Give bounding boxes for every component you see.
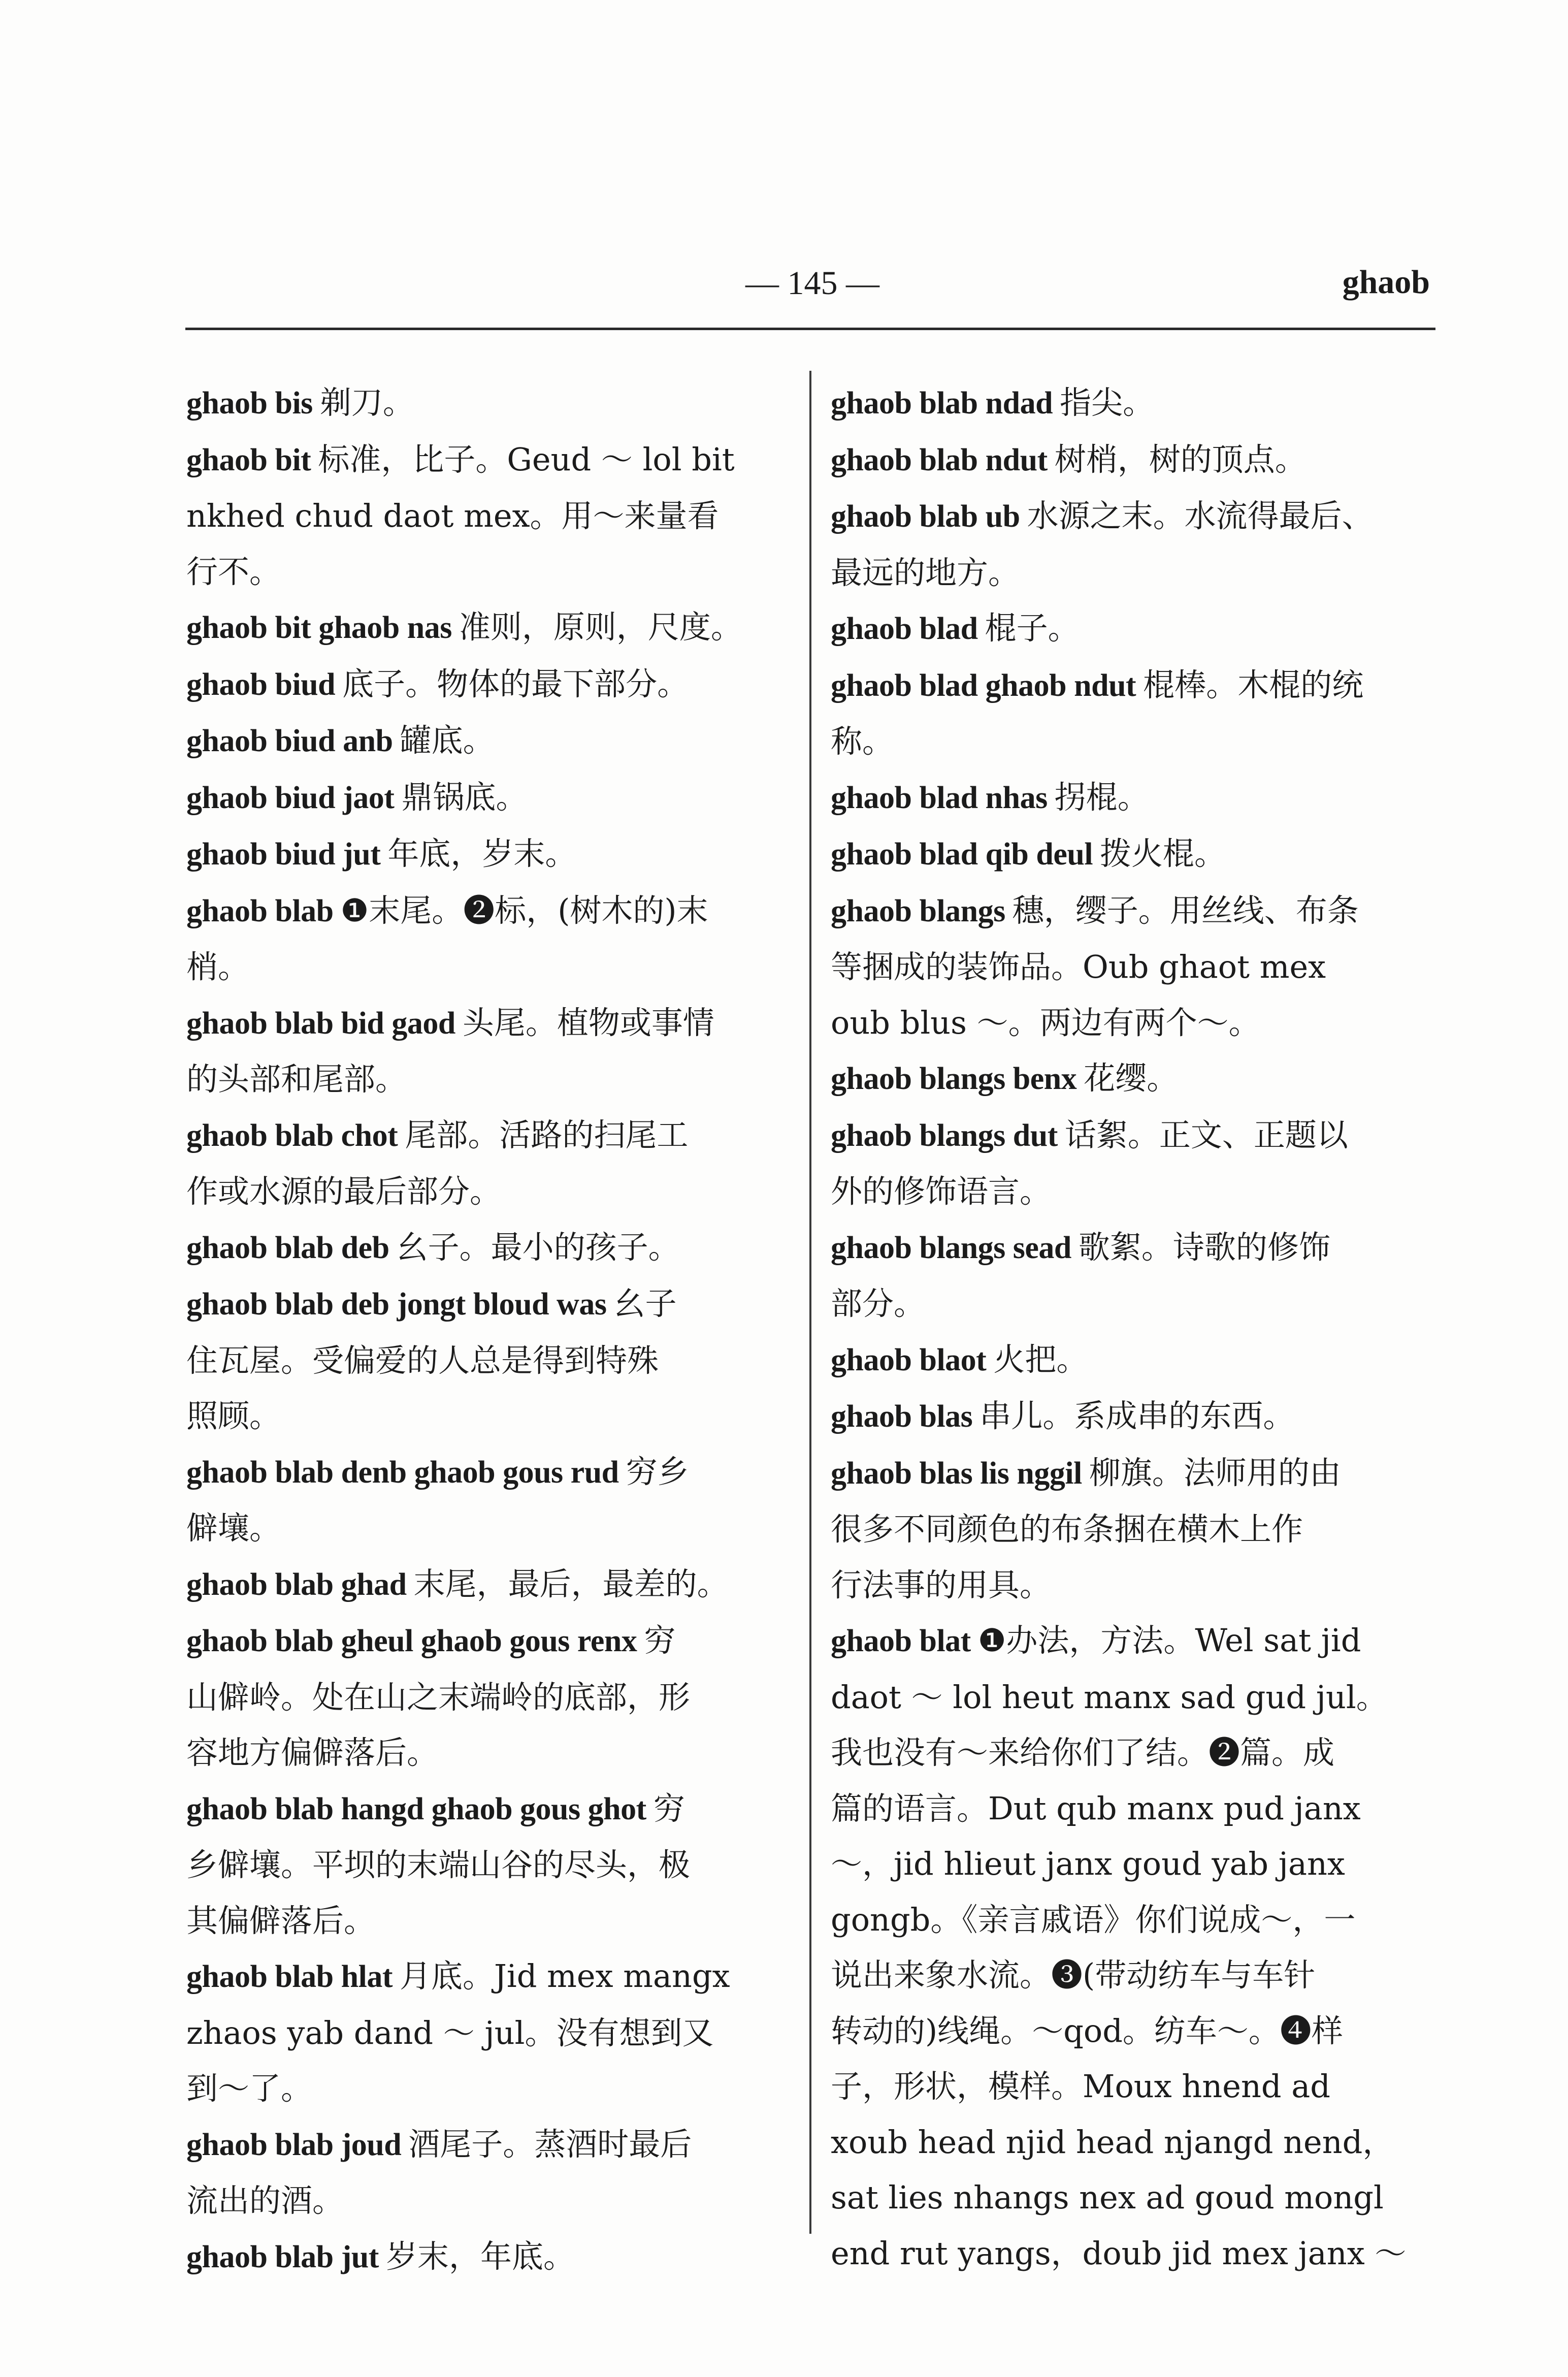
entry-headword: ghaob blab deb	[186, 1230, 389, 1265]
dictionary-entry	[186, 375, 793, 432]
entry-definition-line: 我也没有～来给你们了结。❷篇。成	[831, 1734, 1335, 1771]
entry-definition-line: 拨火棍。	[1100, 835, 1226, 872]
entry-headword: ghaob blaot	[831, 1342, 987, 1377]
entry-definition-line: end rut yangs，doub jid mex janx ～	[831, 2234, 1407, 2272]
entry-headword: ghaob blangs dut	[831, 1118, 1058, 1153]
entry-definition-line: 底子。物体的最下部分。	[342, 665, 689, 702]
entry-definition-line: 山僻岭。处在山之末端岭的底部，形	[186, 1678, 691, 1716]
entry-definition-line: 穷	[644, 1622, 676, 1659]
dictionary-entry	[831, 375, 1438, 432]
entry-headword: ghaob blab	[186, 893, 334, 928]
entry-definition-line: 花缨。	[1084, 1059, 1179, 1097]
dictionary-entry	[831, 1107, 1438, 1219]
entry-definition-line: 说出来象水流。❸(带动纺车与车针	[831, 1956, 1316, 1994]
dictionary-entry	[186, 995, 793, 1107]
entry-headword: ghaob biud jut	[186, 837, 381, 872]
entry-definition-line: 称。	[831, 723, 894, 760]
dictionary-entry	[186, 1444, 793, 1556]
entry-definition-line: 树梢，树的顶点。	[1054, 440, 1306, 478]
entry-definition-line: 外的修饰语言。	[831, 1173, 1052, 1210]
dictionary-entry	[186, 1107, 793, 1219]
entry-definition-line: 到～了。	[186, 2070, 313, 2107]
entry-headword: ghaob blab hlat	[186, 1960, 393, 1994]
entry-definition-line: 酒尾子。蒸酒时最后	[408, 2125, 692, 2163]
entry-headword: ghaob blab deb jongt bloud was	[186, 1287, 607, 1322]
entry-definition-line: 照顾。	[186, 1397, 281, 1434]
entry-headword: ghaob blat	[831, 1624, 971, 1658]
entry-definition-line: 幺子。最小的孩子。	[396, 1228, 680, 1266]
entry-headword: ghaob blab bid gaod	[186, 1006, 455, 1041]
entry-definition-line: 岁末，年底。	[385, 2237, 575, 2275]
dictionary-entry	[831, 488, 1438, 600]
entry-headword: ghaob blab ndad	[831, 386, 1053, 421]
entry-definition-line: 歌絮。诗歌的修饰	[1078, 1228, 1330, 1266]
entry-headword: ghaob blab hangd ghaob gous ghot	[186, 1791, 646, 1826]
dictionary-entry	[831, 1388, 1438, 1445]
page-number: — 145 —	[745, 265, 879, 302]
entry-headword: ghaob bit	[186, 442, 311, 477]
entry-headword: ghaob blad nhas	[831, 780, 1048, 815]
entry-definition-line: 柳旗。法师用的由	[1089, 1454, 1341, 1491]
entry-definition-line: 穗，缨子。用丝线、布条	[1012, 891, 1359, 929]
entry-definition-line: 作或水源的最后部分。	[186, 1173, 502, 1210]
dictionary-entry	[186, 1781, 793, 1949]
guide-word: ghaob	[1342, 264, 1430, 301]
entry-definition-line: 头尾。植物或事情	[462, 1004, 714, 1041]
entry-definition-line: 水源之末。水流得最后、	[1027, 497, 1374, 534]
entry-definition-line: 剃刀。	[319, 384, 414, 421]
column-divider	[809, 371, 811, 2234]
entry-definition-line: ❶末尾。❷标，(树木的)末	[340, 891, 708, 929]
entry-definition-line: 月底。Jid mex mangx	[400, 1957, 730, 1995]
dictionary-entry	[831, 826, 1438, 883]
entry-headword: ghaob biud	[186, 667, 336, 702]
entry-definition-line: 穷乡	[626, 1453, 689, 1490]
entry-definition-line: 梢。	[186, 948, 250, 985]
entry-headword: ghaob blab jut	[186, 2239, 379, 2274]
entry-definition-line: 子，形状，模样。Moux hnend ad	[831, 2068, 1330, 2105]
entry-definition-line: 篇的语言。Dut qub manx pud janx	[831, 1789, 1361, 1827]
dictionary-entry	[831, 1332, 1438, 1389]
entry-definition-line: 部分。	[831, 1285, 926, 1322]
entry-headword: ghaob blad	[831, 612, 978, 646]
entry-definition-line: 僻壤。	[186, 1509, 281, 1547]
dictionary-entry	[186, 826, 793, 883]
entry-definition-line: 罐底。	[400, 722, 495, 759]
entry-headword: ghaob blab ndut	[831, 442, 1048, 477]
dictionary-entry	[831, 883, 1438, 1051]
entry-definition-line: zhaos yab dand ～ jul。没有想到又	[186, 2014, 714, 2051]
entry-definition-line: 乡僻壤。平坝的末端山谷的尽头，极	[186, 1846, 691, 1883]
dictionary-entry	[186, 1556, 793, 1613]
entry-definition-line: 鼎锅底。	[401, 778, 528, 816]
entry-headword: ghaob blab chot	[186, 1118, 398, 1153]
entry-definition-line: 穷	[653, 1789, 685, 1827]
dictionary-entry	[831, 1050, 1438, 1107]
entry-headword: ghaob blab ub	[831, 499, 1020, 534]
entry-definition-line: 行法事的用具。	[831, 1566, 1052, 1603]
entry-definition-line: 标准，比子。Geud ～ lol bit	[318, 440, 735, 478]
dictionary-entry	[831, 657, 1438, 769]
entry-headword: ghaob blangs benx	[831, 1062, 1077, 1096]
entry-definition-line: ❶办法，方法。Wel sat jid	[977, 1622, 1361, 1659]
entry-definition-line: 准则，原则，尺度。	[459, 608, 742, 646]
entry-definition-line: daot ～ lol heut manx sad gud jul。	[831, 1678, 1388, 1716]
dictionary-entry	[186, 1219, 793, 1276]
dictionary-entry	[186, 1948, 793, 2116]
entry-headword: ghaob blangs sead	[831, 1230, 1071, 1265]
entry-definition-line: sat lies nhangs nex ad goud mongl	[831, 2179, 1384, 2216]
entry-headword: ghaob blab ghad	[186, 1567, 407, 1602]
dictionary-entry	[186, 599, 793, 656]
entry-definition-line: 最远的地方。	[831, 554, 1020, 591]
entry-definition-line: 住瓦屋。受偏爱的人总是得到特殊	[186, 1341, 659, 1379]
entry-definition-line: 串儿。系成串的东西。	[979, 1397, 1295, 1434]
entry-headword: ghaob blab denb ghaob gous rud	[186, 1455, 619, 1490]
entry-definition-line: 指尖。	[1060, 384, 1155, 421]
entry-definition-line: 话絮。正文、正题以	[1064, 1116, 1348, 1153]
entry-definition-line: ～，jid hlieut janx goud yab janx	[831, 1845, 1345, 1882]
right-column	[831, 375, 1438, 2281]
entry-headword: ghaob blangs	[831, 893, 1005, 928]
entry-definition-line: gongb。《亲言戚语》你们说成～，一	[831, 1901, 1356, 1938]
entry-definition-line: 容地方偏僻落后。	[186, 1734, 439, 1771]
dictionary-entry	[831, 1613, 1438, 2281]
entry-definition-line: 行不。	[186, 553, 281, 590]
entry-definition-line: 棍棒。木棍的统	[1143, 666, 1364, 703]
entry-headword: ghaob blab joud	[186, 2127, 402, 2162]
header-rule	[185, 328, 1435, 330]
entry-headword: ghaob bis	[186, 386, 313, 421]
dictionary-entry	[831, 432, 1438, 489]
dictionary-entry	[186, 883, 793, 995]
entry-definition-line: oub blus ～。两边有两个～。	[831, 1004, 1260, 1041]
entry-definition-line: 火把。	[993, 1340, 1088, 1378]
dictionary-entry	[831, 769, 1438, 826]
entry-definition-line: 棍子。	[985, 609, 1080, 647]
entry-definition-line: 转动的)线绳。～qod。纺车～。❹样	[831, 2012, 1343, 2049]
left-column	[186, 375, 793, 2285]
entry-definition-line: 幺子	[613, 1285, 677, 1322]
entry-definition-line: nkhed chud daot mex。用～来量看	[186, 497, 719, 534]
entry-headword: ghaob blas	[831, 1399, 973, 1434]
entry-headword: ghaob blas lis nggil	[831, 1456, 1082, 1491]
entry-definition-line: 年底，岁末。	[387, 835, 577, 872]
entry-definition-line: xoub head njid head njangd nend，	[831, 2123, 1394, 2161]
entry-definition-line: 尾部。活路的扫尾工	[405, 1116, 689, 1153]
dictionary-entry	[186, 1613, 793, 1781]
dictionary-entry	[186, 1276, 793, 1444]
entry-headword: ghaob bit ghaob nas	[186, 611, 452, 645]
entry-definition-line: 很多不同颜色的布条捆在横木上作	[831, 1511, 1303, 1548]
dictionary-entry	[186, 713, 793, 769]
dictionary-entry	[186, 656, 793, 713]
dictionary-entry	[831, 1219, 1438, 1332]
dictionary-entry	[831, 600, 1438, 657]
dictionary-entry	[186, 2229, 793, 2286]
entry-headword: ghaob biud anb	[186, 724, 393, 758]
entry-headword: ghaob biud jaot	[186, 780, 395, 815]
entry-headword: ghaob blab gheul ghaob gous renx	[186, 1624, 637, 1658]
entry-definition-line: 的头部和尾部。	[186, 1061, 407, 1098]
entry-definition-line: 其偏僻落后。	[186, 1902, 376, 1939]
entry-definition-line: 等捆成的装饰品。Oub ghaot mex	[831, 948, 1326, 985]
dictionary-entry	[831, 1445, 1438, 1613]
entry-headword: ghaob blad ghaob ndut	[831, 668, 1136, 703]
dictionary-entry	[186, 769, 793, 826]
dictionary-entry	[186, 432, 793, 600]
entry-definition-line: 拐棍。	[1054, 778, 1149, 816]
entry-definition-line: 流出的酒。	[186, 2182, 344, 2219]
dictionary-entry	[186, 2116, 793, 2229]
entry-headword: ghaob blad qib deul	[831, 837, 1093, 872]
entry-definition-line: 末尾，最后，最差的。	[413, 1565, 729, 1602]
